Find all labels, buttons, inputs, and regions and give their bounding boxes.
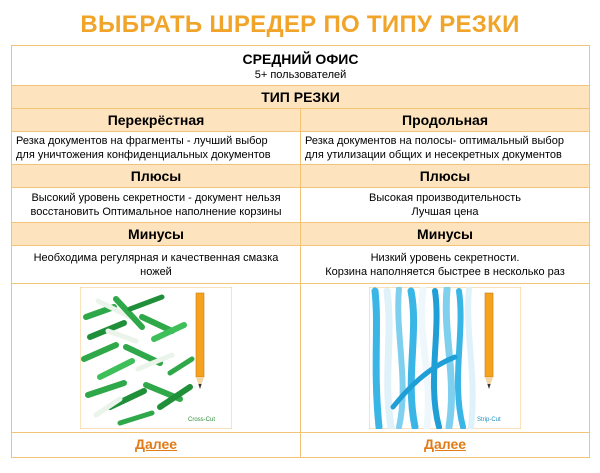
description-line: Резка документов на полосы- оптимальный выбор <box>305 135 564 147</box>
cons-header-crosscut: Минусы <box>12 223 301 246</box>
column-header-crosscut: Перекрёстная <box>12 109 301 132</box>
cons-line: Необходима регулярная и качественная смазка <box>33 251 279 264</box>
crosscut-caption: Cross-Cut <box>188 417 216 423</box>
column-header-stripcut: Продольная <box>301 109 590 132</box>
cons-line: Низкий уровень секретности. <box>370 251 520 264</box>
cons-line: ножей <box>140 265 172 278</box>
next-link-stripcut[interactable]: Далее <box>423 436 467 452</box>
stripcut-shred-image <box>369 287 521 429</box>
comparison-table <box>11 45 590 458</box>
cons-crosscut <box>12 246 301 284</box>
pencil-icon <box>196 293 204 389</box>
pros-crosscut <box>12 188 301 223</box>
link-cell-crosscut <box>12 433 301 458</box>
next-link-crosscut[interactable]: Далее <box>134 436 178 452</box>
description-crosscut <box>12 132 301 165</box>
stripcut-caption: Strip-Cut <box>477 417 501 423</box>
pros-line: Высокий уровень секретности - документ нельзя <box>31 192 281 204</box>
office-cell <box>12 46 590 86</box>
description-line: для утилизации общих и несекретных документов <box>305 149 562 161</box>
link-cell-stripcut <box>301 433 590 458</box>
page-title: ВЫБРАТЬ ШРЕДЕР ПО ТИПУ РЕЗКИ <box>80 11 520 38</box>
crosscut-shred-image <box>80 287 232 429</box>
image-cell-crosscut <box>12 284 301 433</box>
pros-header-stripcut: Плюсы <box>301 165 590 188</box>
pros-line: Высокая производительность <box>369 192 521 204</box>
pencil-icon <box>485 293 493 389</box>
cons-stripcut <box>301 246 590 284</box>
cut-type-header: ТИП РЕЗКИ <box>12 86 590 109</box>
description-line: Резка документов на фрагменты - лучший выбор <box>16 135 268 147</box>
pros-header-crosscut: Плюсы <box>12 165 301 188</box>
pros-line: восстановить Оптимальное наполнение корзины <box>30 206 282 218</box>
image-cell-stripcut <box>301 284 590 433</box>
office-users: 5+ пользователей <box>254 68 347 81</box>
cons-header-stripcut: Минусы <box>301 223 590 246</box>
pros-line: Лучшая цена <box>411 206 479 218</box>
description-stripcut <box>301 132 590 165</box>
description-line: для уничтожения конфиденциальных документов <box>16 149 271 161</box>
cons-line: Корзина наполняется быстрее в несколько раз <box>325 265 565 278</box>
office-name: СРЕДНИЙ ОФИС <box>242 50 359 67</box>
pros-stripcut <box>301 188 590 223</box>
